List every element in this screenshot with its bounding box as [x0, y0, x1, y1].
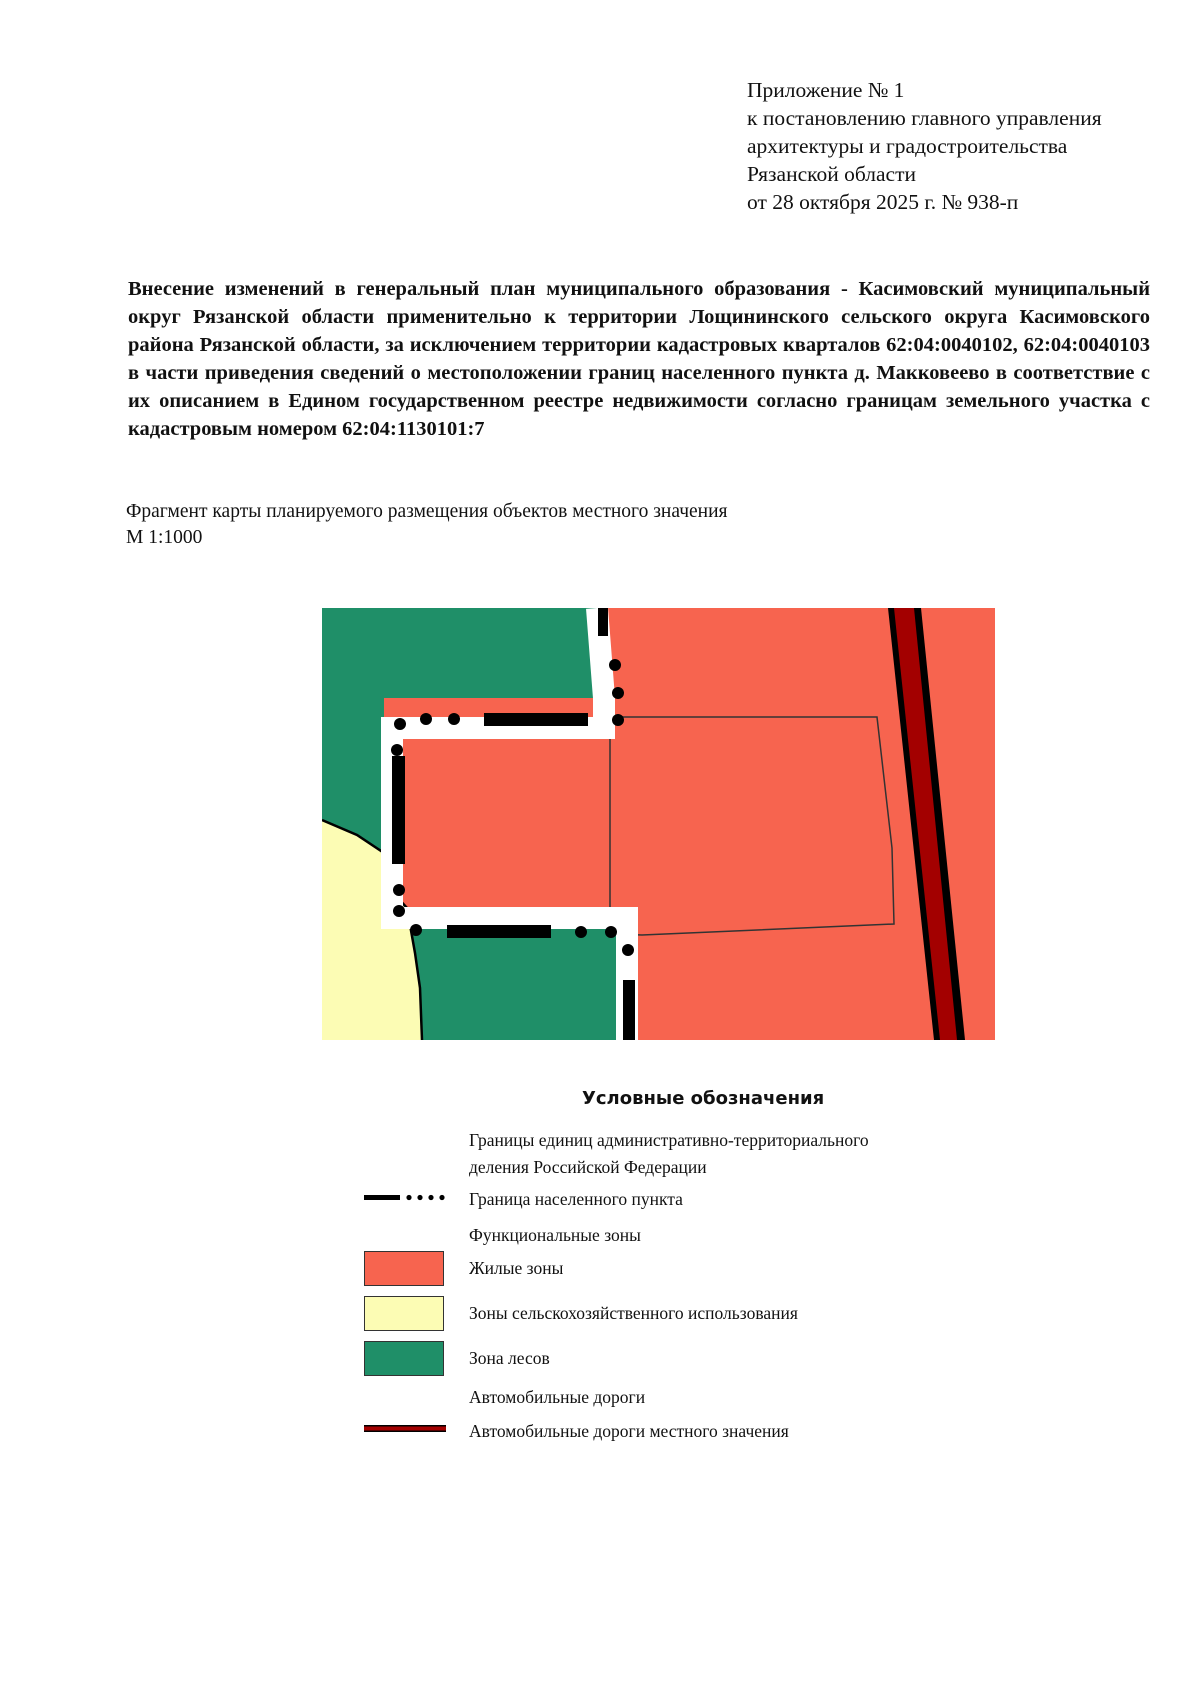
residential-swatch	[364, 1251, 444, 1286]
legend-title: Условные обозначения	[582, 1088, 825, 1109]
legend-residential: Жилые зоны	[469, 1258, 564, 1278]
appendix-line-3: архитектуры и градостроительства	[747, 134, 1068, 158]
settlement-boundary-symbol	[364, 1192, 446, 1204]
map-fragment	[322, 608, 995, 1040]
legend-admin-boundaries-line1: Границы единиц административно-территориального	[469, 1130, 869, 1150]
local-road-symbol	[364, 1424, 446, 1434]
legend-local-roads: Автомобильные дороги местного значения	[469, 1421, 789, 1441]
legend-roads: Автомобильные дороги	[469, 1387, 646, 1407]
legend-admin-boundaries-line2: деления Российской Федерации	[469, 1157, 707, 1177]
legend-functional-zones: Функциональные зоны	[469, 1225, 641, 1245]
map-subtitle: Фрагмент карты планируемого размещения объектов местного значения	[126, 501, 728, 522]
appendix-line-4: Рязанской области	[747, 162, 916, 186]
appendix-line-1: Приложение № 1	[747, 78, 905, 102]
legend-agricultural: Зоны сельскохозяйственного использования	[469, 1303, 798, 1323]
agricultural-swatch	[364, 1296, 444, 1331]
forest-swatch	[364, 1341, 444, 1376]
appendix-line-5: от 28 октября 2025 г. № 938-п	[747, 190, 1019, 214]
map-scale: М 1:1000	[126, 527, 203, 548]
document-title: Внесение изменений в генеральный план муниципального образования - Касимовский муниципальный округ Рязанской области применительно к территории Лощининского сельского округа Касимовского района Рязанской области, за исключением территории кадастровых кварталов 62:04:0040102, 62:04:0040103 в части приведения сведений о местоположении границ населенного пункта д. Макковеево в соответствие с их описанием в Едином государственном реестре недвижимости согласно границам земельного участка с кадастровым номером 62:04:1130101:7	[128, 278, 1150, 440]
appendix-line-2: к постановлению главного управления	[747, 106, 1102, 130]
appendix-header	[747, 76, 1167, 216]
legend-settlement-boundary: Граница населенного пункта	[469, 1189, 683, 1209]
legend-forest: Зона лесов	[469, 1348, 550, 1368]
